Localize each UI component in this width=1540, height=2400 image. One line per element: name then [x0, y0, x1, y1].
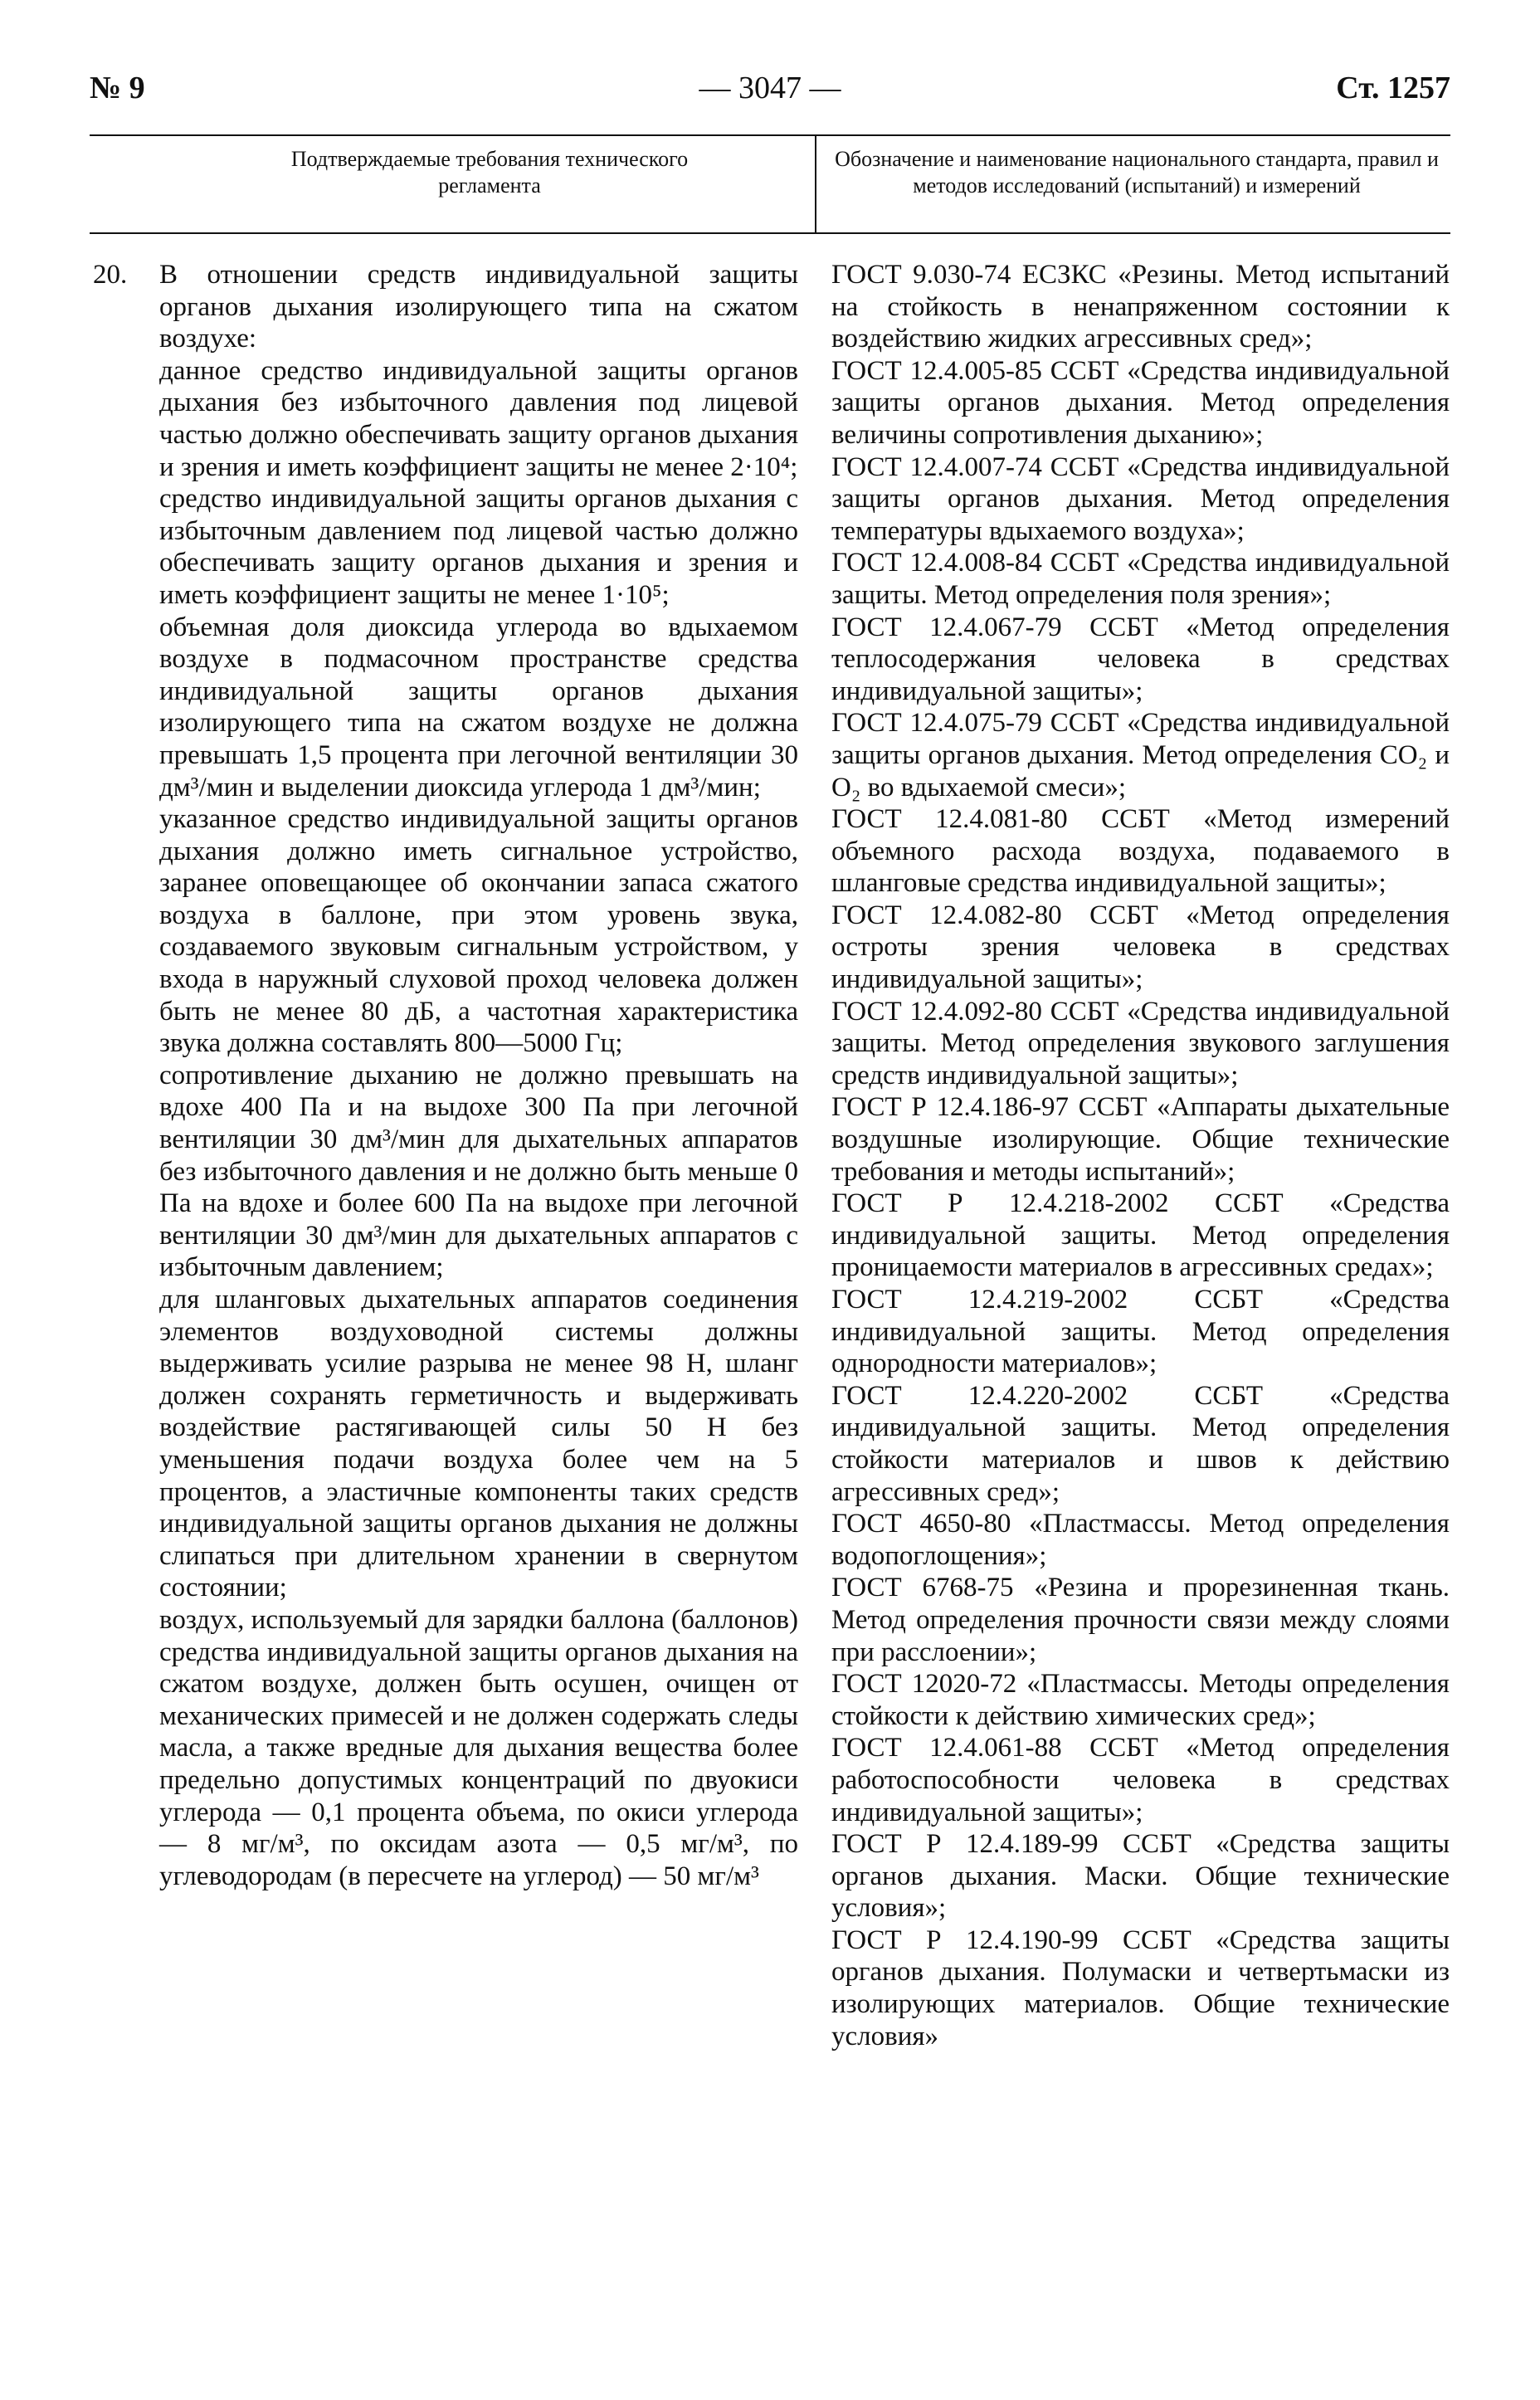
page-number: — 3047 — — [699, 71, 841, 105]
table-header-divider — [815, 134, 816, 232]
standard-entry: ГОСТ 12.4.075-79 ССБТ «Средства индивидуальной защиты органов дыхания. Метод определения CO₂ и O₂ во вдыхаемой смеси»; — [831, 708, 1450, 802]
standard-entry: ГОСТ 6768-75 «Резина и прорезиненная ткань. Метод определения прочности связи между слоями при расслоении»; — [831, 1573, 1450, 1667]
standard-entry: ГОСТ 9.030-74 ЕСЗКС «Резины. Метод испытаний на стойкость в ненапряженном состоянии к воздействию жидких агрессивных сред»; — [831, 260, 1450, 354]
standard-entry: ГОСТ 12020-72 «Пластмассы. Методы определения стойкости к действию химических сред»; — [831, 1669, 1450, 1731]
requirement-paragraph: данное средство индивидуальной защиты органов дыхания без избыточного давления под лицевой частью должно обеспечивать защиту органов дыхания и зрения и иметь коэффициент защиты не менее 2·10⁴; — [159, 355, 798, 482]
standard-entry: ГОСТ 12.4.005-85 ССБТ «Средства индивидуальной защиты органов дыхания. Метод определения величины сопротивления дыханию»; — [831, 355, 1450, 450]
requirement-paragraph: объемная доля диоксида углерода во вдыхаемом воздухе в подмасочном пространстве средства индивидуальной защиты органов дыхания изолирующего типа на сжатом воздухе не должна превышать 1,5 процента при легочной вентиляции 30 дм³/мин и выделении диоксида углерода 1 дм³/мин; — [159, 612, 798, 802]
page-header — [90, 70, 1450, 116]
requirement-paragraph: сопротивление дыханию не должно превышать на вдохе 400 Па и на выдохе 300 Па при легочной вентиляции 30 дм³/мин для дыхательных аппаратов без избыточного давления и не должно быть меньше 0 Па на вдохе и более 600 Па на выдохе при легочной вентиляции 30 дм³/мин для дыхательных аппаратов с избыточным давлением; — [159, 1060, 798, 1283]
standard-entry: ГОСТ 12.4.219-2002 ССБТ «Средства индивидуальной защиты. Метод определения однородности материалов»; — [831, 1285, 1450, 1379]
table-top-rule — [90, 134, 1450, 136]
standard-entry: ГОСТ 12.4.081-80 ССБТ «Метод измерений объемного расхода воздуха, подаваемого в шланговые средства индивидуальной защиты»; — [831, 804, 1450, 899]
standard-entry: ГОСТ 12.4.092-80 ССБТ «Средства индивидуальной защиты. Метод определения звукового заглушения средств индивидуальной защиты»; — [831, 996, 1450, 1090]
table-header-rule — [90, 232, 1450, 234]
row-number: 20. — [93, 260, 128, 290]
requirement-paragraph: воздух, используемый для зарядки баллона (баллонов) средства индивидуальной защиты органов дыхания на сжатом воздухе, должен быть осушен, очищен от механических примесей и не должен содержать следы масла, а также вредные для дыхания вещества более предельно допустимых концентраций по двуокиси углерода — 0,1 процента объема, по окиси углерода — 8 мг/м³, по оксидам азота — 0,5 мг/м³, по углеводородам (в пересчете на углерод) — 50 мг/м³ — [159, 1604, 798, 1891]
column-header-standards: Обозначение и наименование национального стандарта, правил и методов исследований (испытаний) и измерений — [835, 147, 1439, 198]
standard-entry: ГОСТ Р 12.4.190-99 ССБТ «Средства защиты органов дыхания. Полумаски и четвертьмаски из изолирующих материалов. Общие технические условия» — [831, 1924, 1450, 2051]
standard-entry: ГОСТ 12.4.007-74 ССБТ «Средства индивидуальной защиты органов дыхания. Метод определения температуры вдыхаемого воздуха»; — [831, 451, 1450, 546]
article-number: Ст. 1257 — [1336, 71, 1450, 105]
standard-entry: ГОСТ 4650-80 «Пластмассы. Метод определения водопоглощения»; — [831, 1509, 1450, 1571]
standard-entry: ГОСТ 12.4.008-84 ССБТ «Средства индивидуальной защиты. Метод определения поля зрения»; — [831, 548, 1450, 610]
standard-entry: ГОСТ 12.4.082-80 ССБТ «Метод определения остроты зрения человека в средствах индивидуальной защиты»; — [831, 900, 1450, 995]
standard-entry: ГОСТ Р 12.4.186-97 ССБТ «Аппараты дыхательные воздушные изолирующие. Общие технические требования и методы испытаний»; — [831, 1092, 1450, 1187]
standard-entry: ГОСТ 12.4.220-2002 ССБТ «Средства индивидуальной защиты. Метод определения стойкости материалов и швов к действию агрессивных сред»; — [831, 1380, 1450, 1507]
standards-column — [831, 259, 1450, 2052]
requirement-paragraph: средство индивидуальной защиты органов дыхания с избыточным давлением под лицевой частью должно обеспечивать защиту органов дыхания и зрения и иметь коэффициент защиты не менее 1·10⁵; — [159, 484, 798, 610]
issue-number: № 9 — [90, 71, 145, 105]
standard-entry: ГОСТ 12.4.061-88 ССБТ «Метод определения работоспособности человека в средствах индивидуальной защиты»; — [831, 1733, 1450, 1827]
standard-entry: ГОСТ Р 12.4.189-99 ССБТ «Средства защиты органов дыхания. Маски. Общие технические условия»; — [831, 1829, 1450, 1924]
column-header-requirements: Подтверждаемые требования технического регламента — [290, 147, 689, 198]
standard-entry: ГОСТ 12.4.067-79 ССБТ «Метод определения теплосодержания человека в средствах индивидуальной защиты»; — [831, 612, 1450, 706]
requirements-column — [159, 259, 798, 1892]
requirement-paragraph: указанное средство индивидуальной защиты органов дыхания должно иметь сигнальное устройство, заранее оповещающее об окончании запаса сжатого воздуха в баллоне, при этом уровень звука, создаваемого звуковым сигнальным устройством, у входа в наружный слуховой проход человека должен быть не менее 80 дБ, а частотная характеристика звука должна составлять 800—5000 Гц; — [159, 804, 798, 1059]
requirement-paragraph: В отношении средств индивидуальной защиты органов дыхания изолирующего типа на сжатом воздухе: — [159, 260, 798, 354]
requirement-paragraph: для шланговых дыхательных аппаратов соединения элементов воздуховодной системы должны выдерживать усилие разрыва не менее 98 Н, шланг должен сохранять герметичность и выдерживать воздействие растягивающей силы 50 Н без уменьшения подачи воздуха более чем на 5 процентов, а эластичные компоненты таких средств индивидуальной защиты органов дыхания не должны слипаться при длительном хранении в свернутом состоянии; — [159, 1285, 798, 1603]
standard-entry: ГОСТ Р 12.4.218-2002 ССБТ «Средства индивидуальной защиты. Метод определения проницаемости материалов в агрессивных средах»; — [831, 1188, 1450, 1283]
